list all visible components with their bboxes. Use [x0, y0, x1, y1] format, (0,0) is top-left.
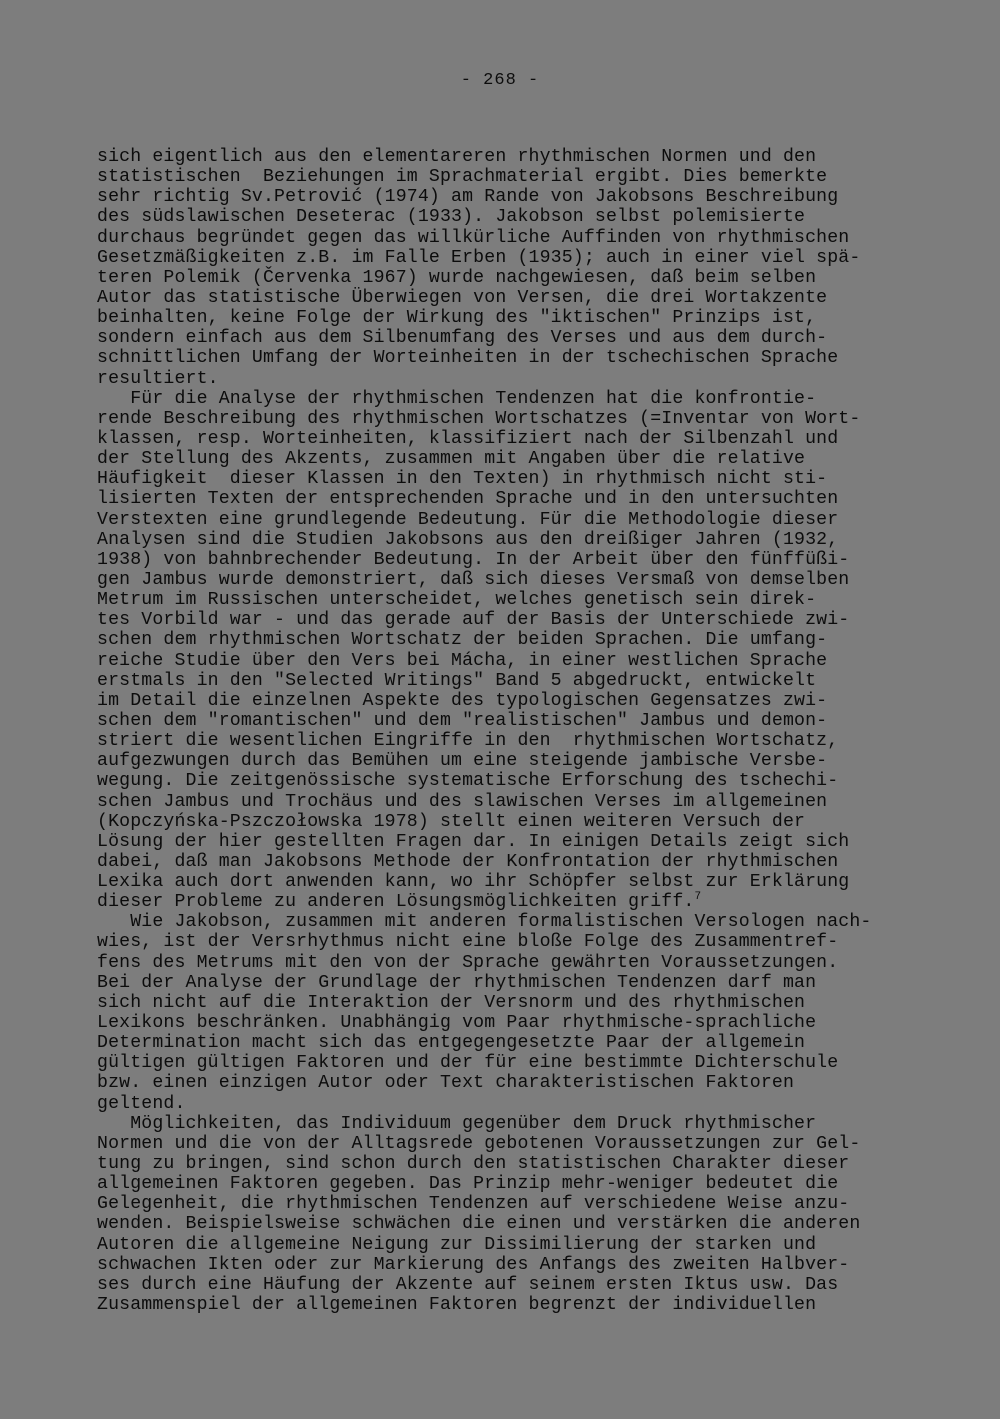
page-number: - 268 - — [460, 71, 540, 90]
text-line: durchaus begründet gegen das willkürliche Auffinden von rhythmischen — [97, 227, 850, 248]
footnote-marker: 7 — [694, 891, 702, 904]
text-line: Wie Jakobson, zusammen mit anderen formalistischen Versologen nach- — [97, 912, 872, 933]
text-line: Determination macht sich das entgegengesetzte Paar der allgemein — [97, 1033, 806, 1054]
text-line: Normen und die von der Alltagsrede gebotenen Voraussetzungen zur Gel- — [97, 1133, 861, 1154]
text-line: Lexikons beschränken. Unabhängig vom Paar rhythmische-sprachliche — [97, 1013, 817, 1034]
text-line: allgemeinen Faktoren gegeben. Das Prinzip mehr-weniger bedeutet die — [97, 1174, 839, 1195]
text-line: im Detail die einzelnen Aspekte des typologischen Gegensatzes zwi- — [97, 690, 828, 711]
text-line: wegung. Die zeitgenössische systematische Erforschung des tschechi- — [97, 771, 839, 792]
text-line: Analysen sind die Studien Jakobsons aus den dreißiger Jahren (1932, — [97, 529, 839, 550]
text-line: teren Polemik (Červenka 1967) wurde nachgewiesen, daß beim selben — [97, 267, 817, 288]
text-line: schnittlichen Umfang der Worteinheiten in der tschechischen Sprache — [97, 348, 839, 369]
text-line: fens des Metrums mit den von der Sprache gewährten Voraussetzungen. — [97, 952, 839, 973]
text-line: aufgezwungen durch das Bemühen um eine steigende jambische Versbe- — [97, 751, 828, 772]
text-line: sich eigentlich aus den elementareren rhythmischen Normen und den — [97, 147, 817, 167]
text-line: Lexika auch dort anwenden kann, wo ihr Schöpfer selbst zur Erklärung — [97, 872, 850, 893]
text-line: Autoren die allgemeine Neigung zur Dissimilierung der starken und — [97, 1234, 817, 1255]
text-line: gen Jambus wurde demonstriert, daß sich dieses Versmaß von demselben — [97, 569, 850, 590]
text-line: schen dem rhythmischen Wortschatz der beiden Sprachen. Die umfang- — [97, 630, 828, 651]
text-line: bzw. einen einzigen Autor oder Text charakteristischen Faktoren — [97, 1073, 795, 1094]
text-line: sehr richtig Sv.Petrović (1974) am Rande von Jakobsons Beschreibung — [97, 187, 839, 208]
text-line: 1938) von bahnbrechender Bedeutung. In der Arbeit über den fünffüßi- — [97, 549, 850, 570]
text-line: tes Vorbild war - und das gerade auf der Basis der Unterschiede zwi- — [97, 610, 850, 631]
text-line: (Kopczyńska-Pszczołowska 1978) stellt einen weiteren Versuch der — [97, 811, 806, 832]
text-line: Gelegenheit, die rhythmischen Tendenzen auf verschiedene Weise anzu- — [97, 1194, 850, 1215]
text-line: Zusammenspiel der allgemeinen Faktoren begrenzt der individuellen — [97, 1295, 817, 1316]
text-line: wies, ist der Versrhythmus nicht eine bloße Folge des Zusammentref- — [97, 932, 839, 953]
text-line: Metrum im Russischen unterscheidet, welches genetisch sein direk- — [97, 590, 817, 611]
text-line: der Stellung des Akzents, zusammen mit Angaben über die relative — [97, 449, 806, 470]
text-line: striert die wesentlichen Eingriffe in den rhythmischen Wortschatz, — [97, 731, 839, 752]
text-line: Autor das statistische Überwiegen von Versen, die drei Wortakzente — [97, 287, 828, 308]
text-line: resultiert. — [97, 368, 219, 389]
text-line: gültigen gültigen Faktoren und der für eine bestimmte Dichterschule — [97, 1053, 839, 1074]
text-line: dieser Probleme zu anderen Lösungsmöglichkeiten griff. — [97, 892, 695, 913]
text-line: klassen, resp. Worteinheiten, klassifiziert nach der Silbenzahl und — [97, 428, 839, 449]
text-line: reiche Studie über den Vers bei Mácha, in einer westlichen Sprache — [97, 650, 828, 671]
text-line: rende Beschreibung des rhythmischen Wortschatzes (=Inventar von Wort- — [97, 408, 861, 429]
text-line: schen Jambus und Trochäus und des slawischen Verses im allgemeinen — [97, 791, 828, 812]
text-line: des südslawischen Deseterac (1933). Jakobson selbst polemisierte — [97, 207, 806, 228]
text-line: ses durch eine Häufung der Akzente auf seinem ersten Iktus usw. Das — [97, 1274, 839, 1295]
text-line: schwachen Ikten oder zur Markierung des Anfangs des zweiten Halbver- — [97, 1254, 850, 1275]
text-line: Möglichkeiten, das Individuum gegenüber dem Druck rhythmischer — [97, 1113, 817, 1134]
text-line: statistischen Beziehungen im Sprachmaterial ergibt. Dies bemerkte — [97, 167, 828, 188]
text-line: sich nicht auf die Interaktion der Versnorm und des rhythmischen — [97, 992, 806, 1013]
text-line: erstmals in den "Selected Writings" Band 5 abgedruckt, entwickelt — [97, 670, 817, 691]
text-line: Gesetzmäßigkeiten z.B. im Falle Erben (1935); auch in einer viel spä- — [97, 247, 861, 268]
text-line: lisierten Texten der entsprechenden Sprache und in den untersuchten — [97, 489, 839, 510]
text-line: Für die Analyse der rhythmischen Tendenzen hat die konfrontie- — [97, 388, 817, 409]
text-line: wenden. Beispielsweise schwächen die einen und verstärken die anderen — [97, 1214, 861, 1235]
text-line: Häufigkeit dieser Klassen in den Texten) in rhythmisch nicht sti- — [97, 469, 828, 490]
text-line: sondern einfach aus dem Silbenumfang des Verses und aus dem durch- — [97, 328, 828, 349]
text-line: Verstexten eine grundlegende Bedeutung. Für die Methodologie dieser — [97, 509, 839, 530]
body-text — [97, 147, 927, 1335]
text-line: Lösung der hier gestellten Fragen dar. In einigen Details zeigt sich — [97, 831, 850, 852]
text-line: schen dem "romantischen" und dem "realistischen" Jambus und demon- — [97, 710, 828, 731]
footnote-line — [97, 892, 927, 912]
text-line — [97, 1315, 927, 1335]
text-line: dabei, daß man Jakobsons Methode der Konfrontation der rhythmischen — [97, 851, 839, 872]
text-line: tung zu bringen, sind schon durch den statistischen Charakter dieser — [97, 1154, 850, 1175]
text-line: beinhalten, keine Folge der Wirkung des "iktischen" Prinzips ist, — [97, 308, 817, 329]
text-line: geltend. — [97, 1093, 186, 1114]
text-line: Bei der Analyse der Grundlage der rhythmischen Tendenzen darf man — [97, 972, 817, 993]
